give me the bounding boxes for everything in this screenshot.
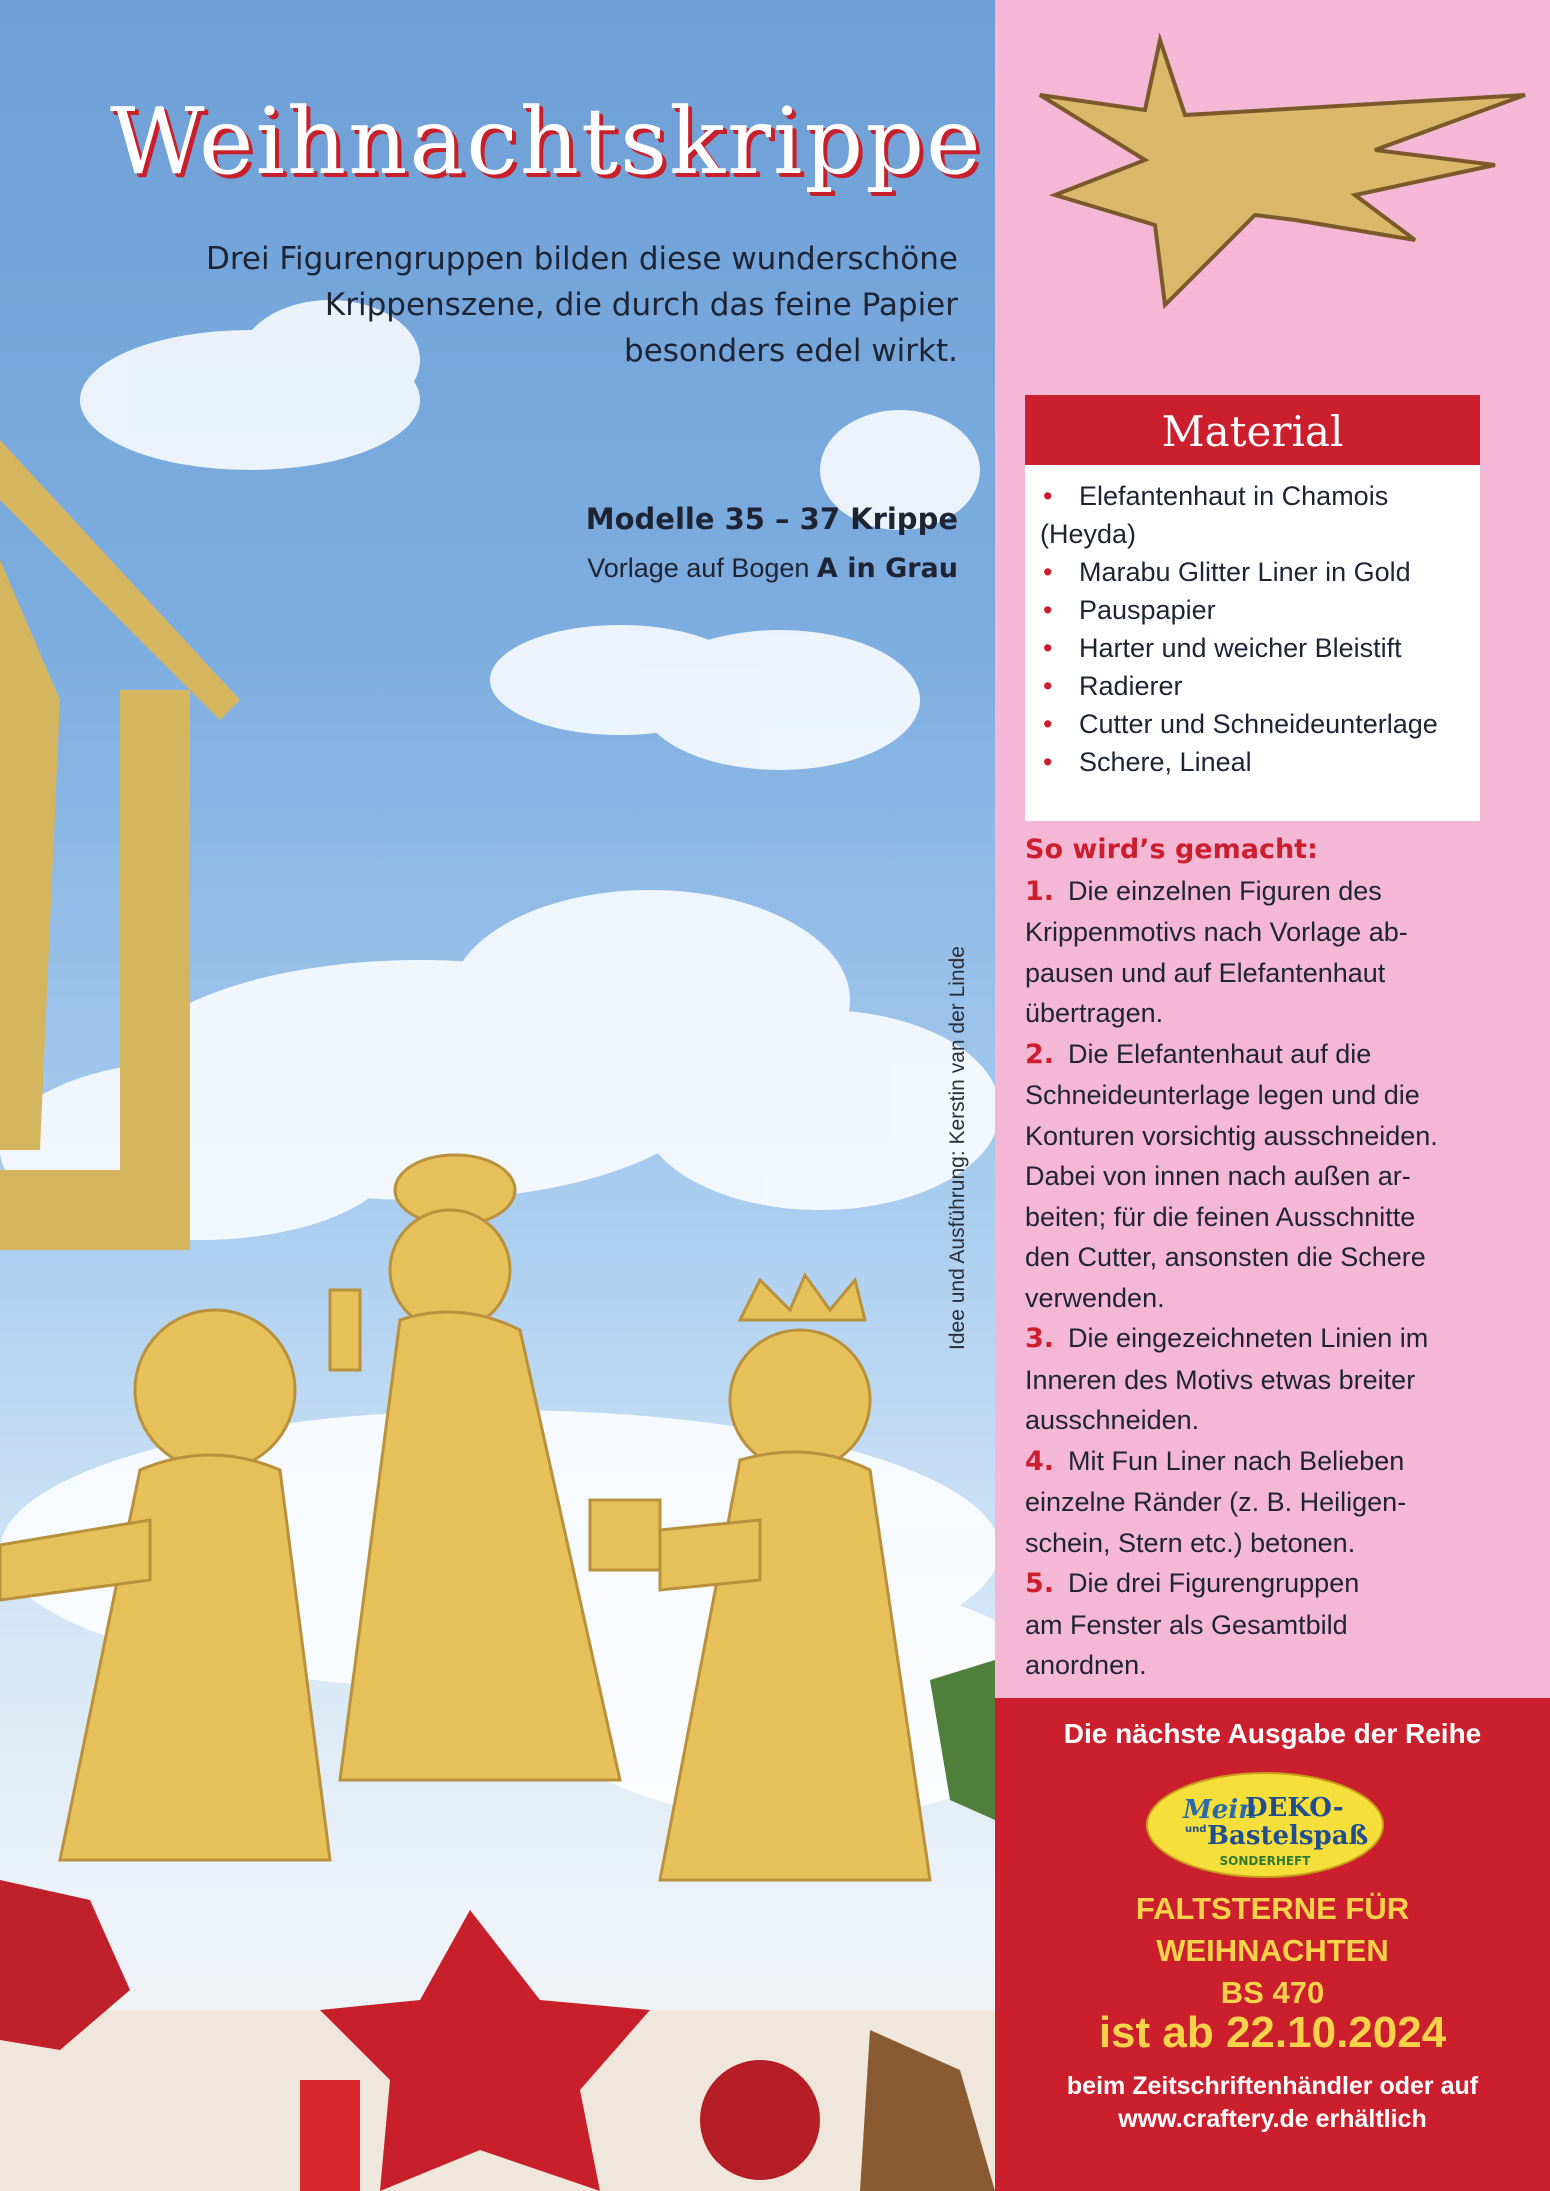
step-text: Die einzelnen Figuren des (1068, 875, 1382, 906)
models-label: Modelle 35 – 37 Krippe (585, 502, 958, 536)
step-5 (1025, 1563, 1515, 1686)
material-item: Marabu Glitter Liner in Gold (1079, 557, 1411, 587)
logo-mein: Mein (1183, 1795, 1258, 1825)
material-item: Elefantenhaut in Chamois (Heyda) (1040, 481, 1389, 549)
step-number: 3. (1025, 1323, 1055, 1354)
material-item: Schere, Lineal (1079, 747, 1252, 777)
next-issue-date: ist ab 22.10.2024 (1098, 2008, 1447, 2057)
intro-line: besonders edel wirkt. (624, 333, 958, 369)
template-note (300, 553, 958, 584)
list-item (1040, 553, 1470, 591)
step-2 (1025, 1034, 1515, 1319)
step-3 (1025, 1318, 1515, 1441)
logo-sub: SONDERHEFT (1219, 1854, 1311, 1868)
logo-deko: DEKO- (1245, 1793, 1344, 1823)
list-item (1040, 743, 1470, 781)
step-line (1025, 871, 1515, 913)
step-line: schein, Stern etc.) betonen. (1025, 1527, 1356, 1558)
template-sheet: A in Grau (816, 553, 958, 584)
step-line: Inneren des Motivs etwas breiter (1025, 1364, 1416, 1395)
info-column (995, 0, 1550, 2191)
step-line: einzelne Ränder (z. B. Heiligen- (1025, 1487, 1407, 1517)
next-title-line: WEIHNACHTEN (1156, 1933, 1389, 1968)
material-item: Harter und weicher Bleistift (1079, 633, 1402, 663)
step-line (1025, 1034, 1515, 1076)
instructions (1025, 830, 1515, 1686)
bullet-icon: • (1043, 595, 1053, 625)
where-line: www.craftery.de erhältlich (1118, 2105, 1427, 2133)
step-line: pausen und auf Elefantenhaut (1025, 957, 1386, 988)
step-line: Schneideunterlage legen und die (1025, 1080, 1420, 1110)
material-item: Radierer (1079, 671, 1183, 701)
step-line: ausschneiden. (1025, 1405, 1200, 1435)
step-line: den Cutter, ansonsten die Schere (1025, 1242, 1426, 1272)
instructions-heading: So wird’s gemacht: (1025, 834, 1318, 865)
next-issue-box (995, 1698, 1550, 2191)
intro-line: Drei Figurengruppen bilden diese wunderschöne (205, 241, 958, 277)
step-text: Die drei Figurengruppen (1068, 1568, 1360, 1598)
next-issue-where (995, 2070, 1550, 2136)
intro-line: Krippenszene, die durch das feine Papier (324, 287, 958, 323)
next-issue-heading: Die nächste Ausgabe der Reihe (1063, 1718, 1482, 1749)
next-title-line: BS 470 (1220, 1975, 1325, 2010)
step-1 (1025, 871, 1515, 1034)
step-4 (1025, 1441, 1515, 1564)
step-line (1025, 1441, 1515, 1483)
shooting-star-icon (995, 0, 1550, 320)
step-line (1025, 1563, 1515, 1605)
material-heading: Material (1025, 395, 1480, 465)
step-line: übertragen. (1025, 998, 1164, 1028)
logo-bastel: Bastelspaß (1207, 1821, 1369, 1851)
logo-und: und (1185, 1824, 1207, 1835)
step-number: 1. (1025, 875, 1055, 907)
material-list (1025, 465, 1480, 821)
step-number: 4. (1025, 1445, 1055, 1477)
step-line: beiten; für die feinen Ausschnitte (1025, 1201, 1416, 1232)
step-line: Krippenmotivs nach Vorlage ab- (1025, 917, 1408, 947)
material-item: Pauspapier (1079, 595, 1216, 625)
list-item (1040, 629, 1470, 667)
template-prefix: Vorlage auf Bogen (587, 553, 817, 583)
credit-text: Idee und Ausführung: Kerstin van der Linde (946, 946, 969, 1350)
where-line: beim Zeitschriftenhändler oder auf (1066, 2072, 1479, 2100)
step-text: Die eingezeichneten Linien im (1068, 1323, 1429, 1353)
next-issue-title (995, 1888, 1550, 2014)
step-text: Die Elefantenhaut auf die (1068, 1038, 1372, 1069)
step-line: Dabei von innen nach außen ar- (1025, 1161, 1411, 1191)
list-item (1040, 591, 1470, 629)
next-title-line: FALTSTERNE FÜR (1135, 1891, 1410, 1926)
step-text: Mit Fun Liner nach Belieben (1068, 1445, 1405, 1476)
step-line: verwenden. (1025, 1282, 1165, 1313)
list-item (1040, 477, 1470, 553)
bullet-icon: • (1043, 671, 1053, 701)
bullet-icon: • (1043, 557, 1053, 587)
list-item (1040, 705, 1470, 743)
bullet-icon: • (1043, 709, 1053, 739)
step-line: am Fenster als Gesamtbild (1025, 1609, 1348, 1640)
step-line (1025, 1318, 1515, 1360)
step-number: 5. (1025, 1568, 1055, 1599)
page-title: Weihnachtskrippe (110, 88, 983, 195)
bullet-icon: • (1043, 481, 1053, 511)
material-item: Cutter und Schneideunterlage (1079, 709, 1438, 739)
step-line: anordnen. (1025, 1650, 1147, 1680)
bullet-icon: • (1043, 747, 1053, 777)
step-number: 2. (1025, 1038, 1055, 1070)
magazine-logo (1145, 1770, 1385, 1880)
intro-text (130, 236, 958, 374)
bullet-icon: • (1043, 633, 1053, 663)
material-box (1025, 395, 1480, 821)
step-line: Konturen vorsichtig ausschneiden. (1025, 1120, 1438, 1151)
kings-figures (0, 1155, 930, 1880)
list-item (1040, 667, 1470, 705)
